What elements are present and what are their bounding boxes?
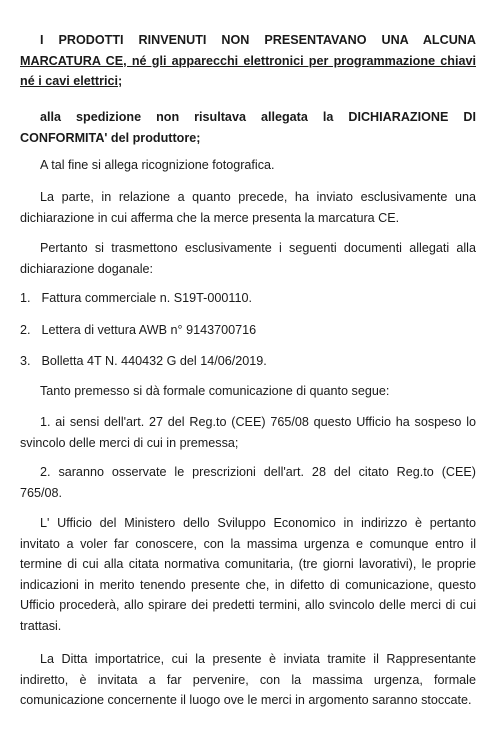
list-item (20, 351, 476, 372)
paragraph-formal-communication: Tanto premesso si dà formale comunicazione di quanto segue: (40, 384, 390, 398)
list-item-number: 3. (20, 354, 31, 368)
list-item-number: 1. (20, 291, 31, 305)
paragraph-ministry-invitation: L' Ufficio del Ministero dello Sviluppo Economico in indirizzo è pertanto invitato a voler far conoscere, con la massima urgenza e comunque entro il termine di cui alla citata normativa comunitaria, (tre giorni lavorativi), le proprie indicazioni in merito tenendo presente che, in difetto di comunicazione, questo Ufficio procederà, allo spirare dei predetti termini, allo svincolo delle merci di cui trattasi. (20, 516, 476, 633)
list-item-text: Fattura commerciale n. S19T-000110. (41, 291, 252, 305)
declaration-text-start: alla spedizione non risultava allegata la (40, 110, 349, 124)
paragraph-no-ce-marking (20, 30, 476, 92)
underlined-statement: MARCATURA CE, né gli apparecchi elettronici per programmazione chiavi né i cavi elettrici (20, 53, 476, 88)
declaration-text-end: del produttore; (107, 130, 201, 145)
paragraph-photo-attachment: A tal fine si allega ricognizione fotografica. (40, 158, 275, 172)
paragraph-party-declaration: La parte, in relazione a quanto precede, ha inviato esclusivamente una dichiarazione in cui afferma che la merce presenta la marcatura CE. (20, 190, 476, 225)
list-item-text: Lettera di vettura AWB n° 9143700716 (41, 322, 257, 337)
attached-documents-list (20, 288, 476, 372)
paragraph-declaration-missing (20, 107, 476, 148)
list-item (20, 320, 476, 341)
semicolon: ; (118, 74, 123, 88)
paragraph-documents-intro: Pertanto si trasmettono esclusivamente i seguenti documenti allegati alla dichiarazione doganale: (20, 241, 476, 276)
paragraph-importer-invitation: La Ditta importatrice, cui la presente è inviata tramite il Rappresentante indiretto, è invitata a far pervenire, con la massima urgenza, formale comunicazione concernente il luogo ove le merci in argomento saranno stoccate. (20, 652, 476, 707)
bold-statement: I PRODOTTI RINVENUTI NON PRESENTAVANO UNA ALCUNA (40, 33, 476, 47)
declaration-caps: DICHIARAZIONE DI CONFORMITA' (20, 110, 476, 145)
list-item-number: 2. (20, 322, 31, 337)
list-item (20, 288, 476, 309)
paragraph-point-2: 2. saranno osservate le prescrizioni dell'art. 28 del citato Reg.to (CEE) 765/08. (20, 465, 476, 500)
paragraph-point-1: 1. ai sensi dell'art. 27 del Reg.to (CEE) 765/08 questo Ufficio ha sospeso lo svincolo delle merci di cui in premessa; (20, 415, 476, 450)
list-item-text: Bolletta 4T N. 440432 G del 14/06/2019. (41, 354, 267, 368)
